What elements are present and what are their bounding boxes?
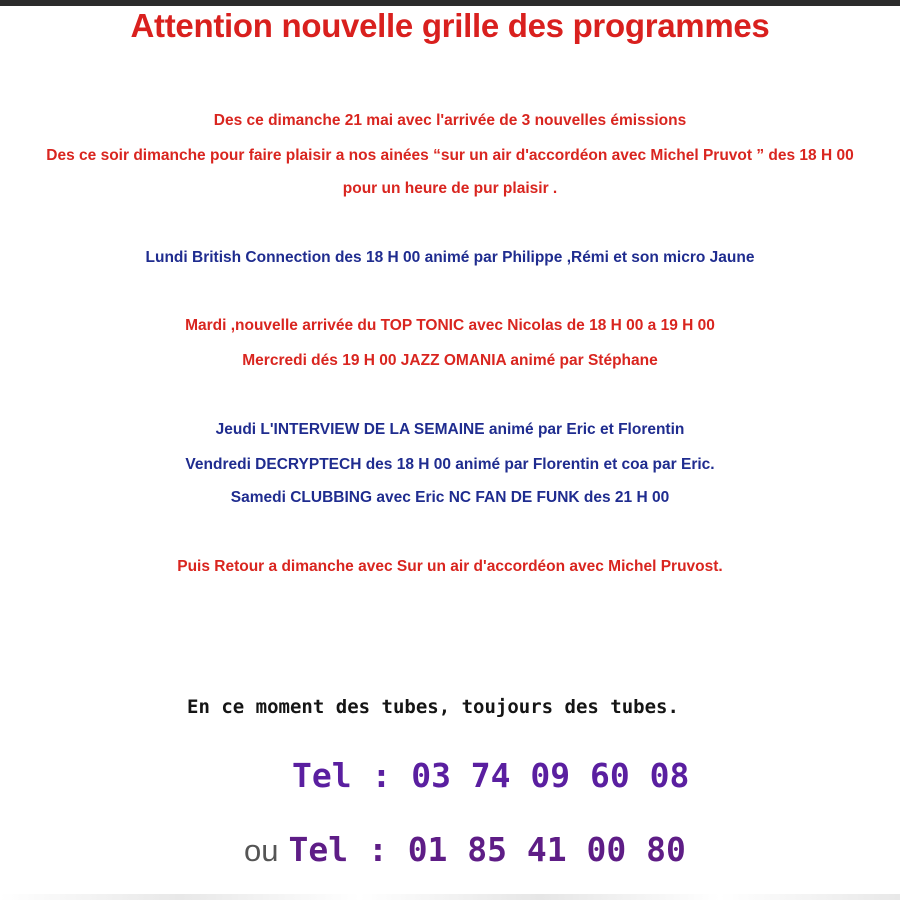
phone-number-2[interactable]: Tel : 01 85 41 00 80	[288, 830, 686, 869]
announcement-line: Des ce dimanche 21 mai avec l'arrivée de 3 nouvelles émissions	[213, 112, 687, 129]
announcement-line: Des ce soir dimanche pour faire plaisir a nos ainées “sur un air d'accordéon avec Michel Pruvot ” des 18 H 00	[46, 147, 854, 164]
schedule-thursday: Jeudi L'INTERVIEW DE LA SEMAINE animé par Eric et Florentin	[215, 421, 685, 438]
phone-number-2-row	[244, 826, 686, 881]
page-title: Attention nouvelle grille des programmes	[130, 7, 770, 44]
schedule-wednesday: Mercredi dés 19 H 00 JAZZ OMANIA animé par Stéphane	[242, 352, 658, 369]
or-label: ou	[244, 833, 279, 868]
bottom-edge-strip	[0, 894, 900, 900]
announcement-line: pour un heure de pur plaisir .	[342, 180, 558, 197]
phone-number-1[interactable]: Tel : 03 74 09 60 08	[292, 756, 690, 795]
schedule-saturday: Samedi CLUBBING avec Eric NC FAN DE FUNK des 21 H 00	[230, 489, 670, 506]
schedule-tuesday: Mardi ,nouvelle arrivée du TOP TONIC avec Nicolas de 18 H 00 a 19 H 00	[185, 317, 715, 334]
tagline: En ce moment des tubes, toujours des tubes.	[187, 696, 679, 718]
schedule-friday: Vendredi DECRYPTECH des 18 H 00 animé par Florentin et coa par Eric.	[185, 456, 715, 473]
schedule-sunday: Puis Retour a dimanche avec Sur un air d'accordéon avec Michel Pruvost.	[177, 558, 723, 575]
schedule-monday: Lundi British Connection des 18 H 00 animé par Philippe ,Rémi et son micro Jaune	[145, 249, 755, 266]
